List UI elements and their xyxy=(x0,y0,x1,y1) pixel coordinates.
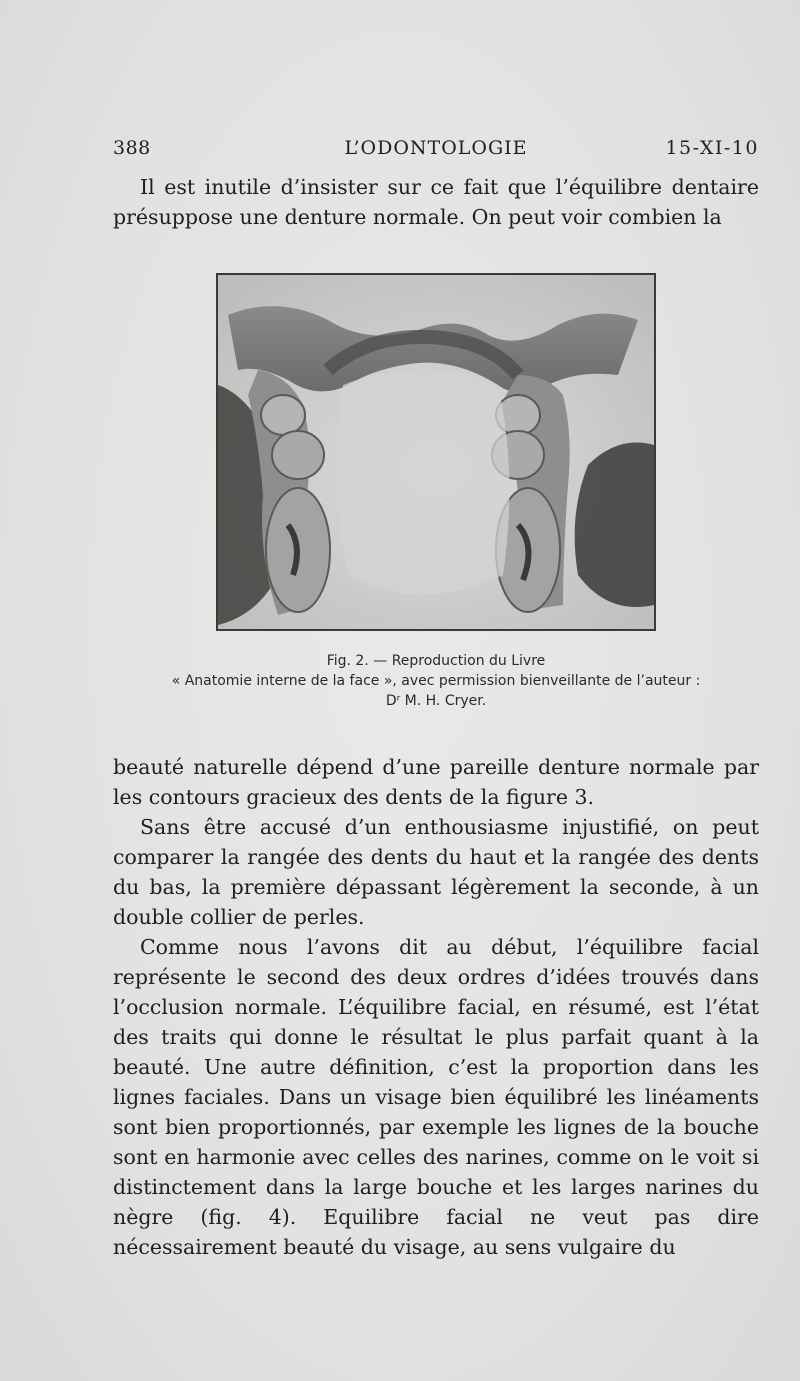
page-number: 388 xyxy=(113,137,151,159)
intro-text xyxy=(113,172,759,232)
running-header xyxy=(113,137,759,165)
figure-image xyxy=(216,273,656,631)
caption-line-2: « Anatomie interne de la face », avec permission bienveillante de l’auteur : xyxy=(171,673,701,689)
body-text xyxy=(113,752,759,1262)
figure-caption xyxy=(113,651,759,711)
body-paragraph-2: Sans être accusé d’un enthousiasme injustifié, on peut comparer la rangée des dents du haut et la rangée des dents du bas, la première dépassant légèrement la seconde, à un double collier de perles. xyxy=(113,815,759,929)
issue-date: 15-XI-10 xyxy=(665,137,759,159)
caption-line-1: Fig. 2. — Reproduction du Livre xyxy=(326,653,546,669)
body-paragraph-3: Comme nous l’avons dit au début, l’équilibre facial représente le second des deux ordres d’idées trouvés dans l’occlusion normale. L’équilibre facial, en résumé, est l’état des traits qui donne le résultat le plus parfait quant à la beauté. Une autre définition, c’est la proportion dans les lignes faciales. Dans un visage bien équilibré les linéaments sont bien proportionnés, par exemple les lignes de la bouche sont en harmonie avec celles des narines, comme on le voit si distinctement dans la large bouche et les larges narines du nègre (fig. 4). Equilibre facial ne veut pas dire nécessairement beauté du visage, au sens vulgaire du xyxy=(113,935,759,1259)
caption-line-3: Dʳ M. H. Cryer. xyxy=(385,693,487,709)
body-paragraph-1: beauté naturelle dépend d’une pareille denture normale par les contours gracieux des dents de la figure 3. xyxy=(113,755,759,809)
intro-paragraph: Il est inutile d’insister sur ce fait que l’équilibre dentaire présuppose une denture normale. On peut voir combien la xyxy=(113,175,759,229)
journal-title: L’ODONTOLOGIE xyxy=(344,137,528,159)
dental-arch-photograph xyxy=(218,275,654,629)
